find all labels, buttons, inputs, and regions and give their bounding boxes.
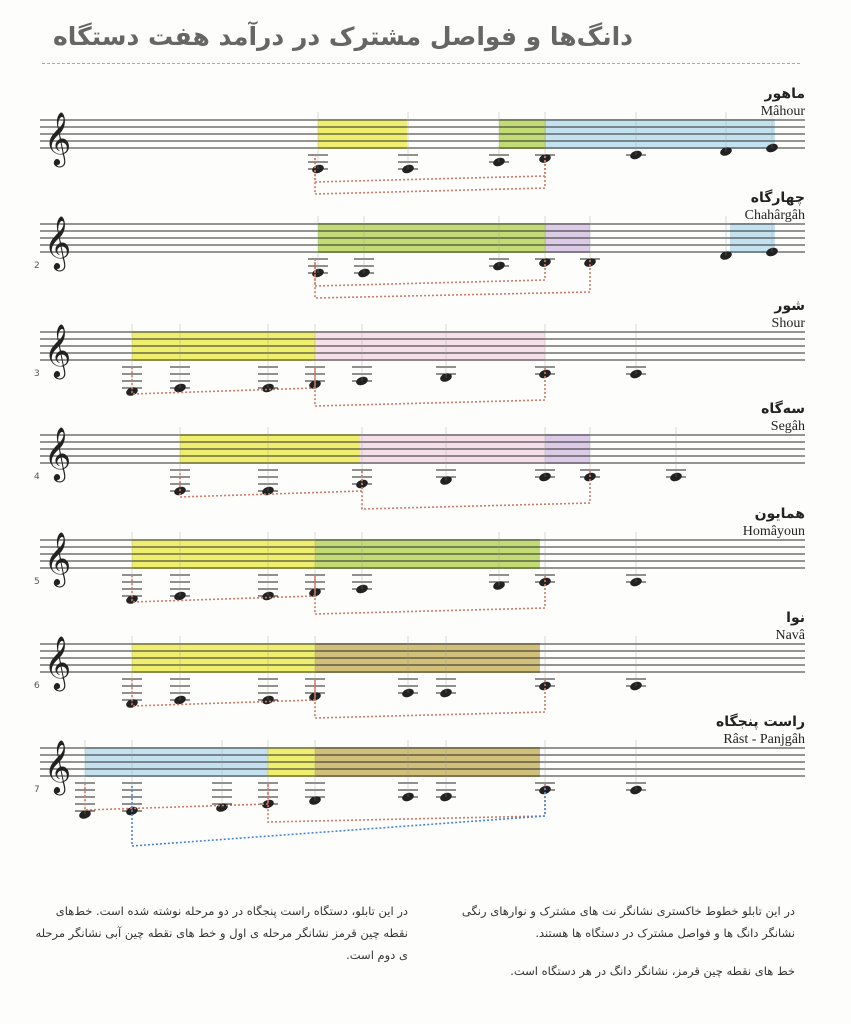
treble-clef-icon: 𝄞 [44, 215, 72, 269]
dastgah-name-fa: سه‌گاه [761, 401, 805, 417]
dastgah-name-fa: نوا [786, 610, 805, 626]
note-right-text-2: خط های نقطه چین قرمز، نشانگر دانگ در هر دستگاه است. [510, 964, 795, 978]
row-number: 2 [34, 261, 40, 271]
row-number: 4 [34, 472, 40, 482]
row-number: 6 [34, 681, 40, 691]
dastgah-name-fa: شور [774, 298, 805, 314]
note-left [28, 900, 408, 982]
dang-link-red [315, 368, 545, 406]
dang-link-red [132, 368, 315, 394]
row-number: 7 [34, 785, 40, 795]
dang-link-red [315, 576, 545, 614]
dang-link-red [315, 156, 545, 182]
dang-link-red [315, 260, 545, 286]
dastgah-name-en: Segâh [770, 419, 805, 434]
dastgah-name-en: Râst - Panjgâh [723, 732, 805, 747]
note-left-text: در این تابلو، دستگاه راست پنجگاه در دو مرحله نوشته شده است. خط‌های نقطه چین قرمز نشانگر مرحله ی اول و خط های نقطه چین آبی نشانگر مرحله ی دوم است. [35, 904, 408, 962]
treble-clef-icon: 𝄞 [44, 323, 72, 377]
dang-link-red [315, 156, 545, 194]
page-title: دانگ‌ها و فواصل مشترک در درآمد هفت دستگاه [53, 22, 633, 51]
dastgah-name-en: Chahârgâh [744, 208, 805, 223]
dang-link-blue [132, 786, 545, 846]
row-number: 3 [34, 369, 40, 379]
dang-link-red [132, 680, 315, 706]
dang-link-red [85, 784, 268, 810]
dang-link-red [315, 680, 545, 718]
dastgah-name-en: Mâhour [760, 104, 805, 119]
treble-clef-icon: 𝄞 [44, 426, 72, 480]
dang-link-red [132, 576, 315, 602]
note-right [450, 900, 795, 998]
dastgah-name-en: Homâyoun [742, 524, 805, 539]
row-number: 5 [34, 577, 40, 587]
dastgah-name-fa: راست پنجگاه [715, 714, 805, 730]
note-right-text-1: در این تابلو خطوط خاکستری نشانگر نت های مشترک و نوارهای رنگی نشانگر دانگ ها و فواصل مشترک در دستگاه ها هستند. [461, 904, 795, 940]
treble-clef-icon: 𝄞 [44, 531, 72, 585]
dang-link-red [362, 471, 590, 509]
dastgah-name-en: Shour [771, 316, 805, 331]
dastgah-name-en: Navâ [775, 628, 805, 643]
treble-clef-icon: 𝄞 [44, 739, 72, 793]
dastgah-name-fa: چهارگاه [750, 190, 805, 206]
treble-clef-icon: 𝄞 [44, 635, 72, 689]
dastgah-name-fa: ماهور [764, 86, 805, 102]
treble-clef-icon: 𝄞 [44, 111, 72, 165]
dastgah-name-fa: همایون [754, 506, 805, 522]
